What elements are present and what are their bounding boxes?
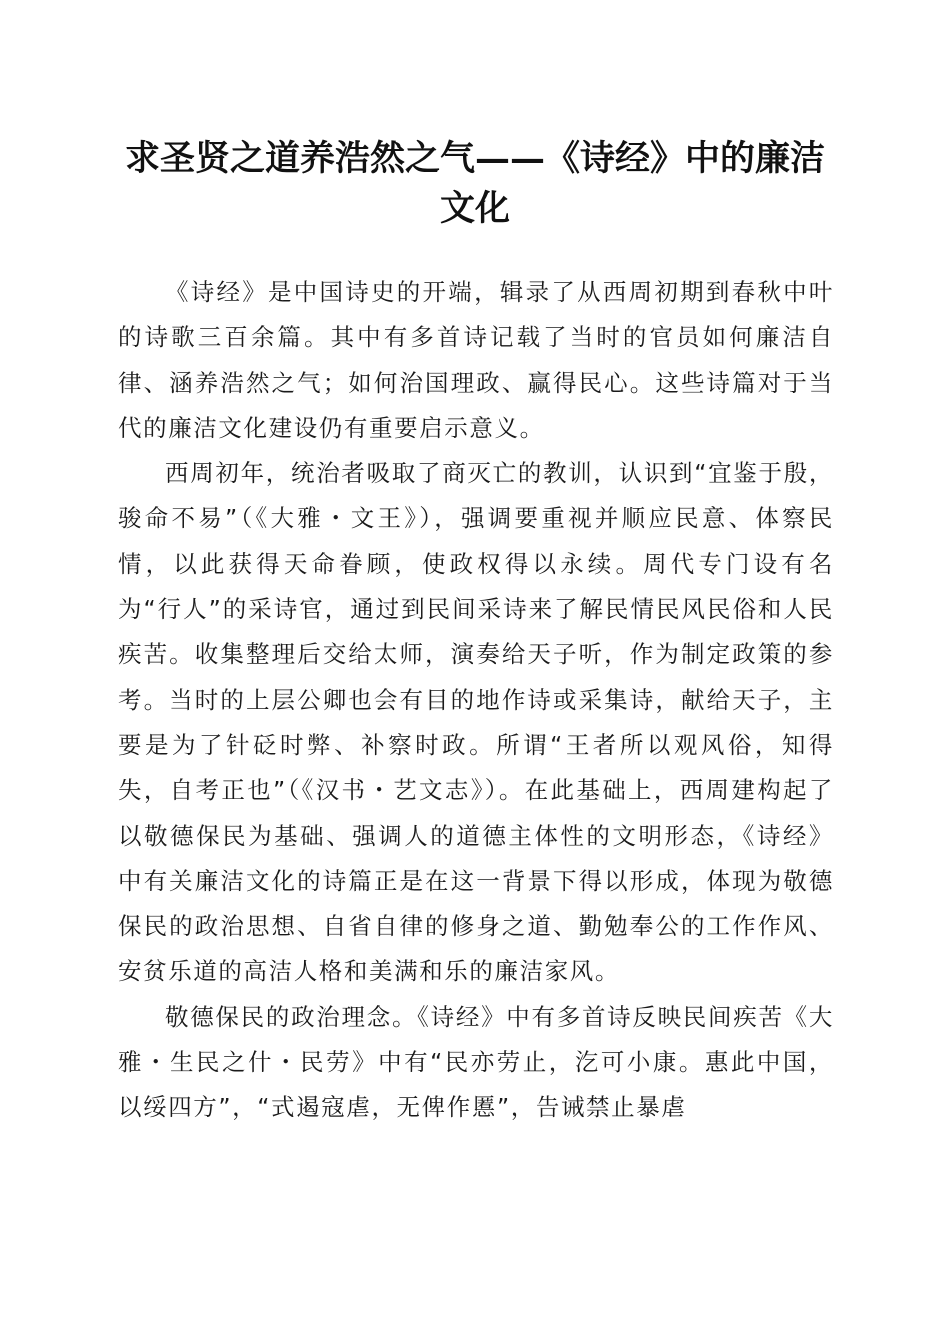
document-title: 求圣贤之道养浩然之气——《诗经》中的廉洁文化: [124, 138, 825, 229]
paragraph: 敬德保民的政治理念。《诗经》中有多首诗反映民间疾苦《大雅・生民之什・民劳》中有“民亦劳止，汔可小康。惠此中国，以绥四方”，“式遏寇虐，无俾作慝”，告诫禁止暴虐: [118, 1002, 834, 1122]
document-body: [118, 270, 834, 1131]
paragraph: 西周初年，统治者吸取了商灭亡的教训，认识到“宜鉴于殷，骏命不易”（《大雅・文王》），强调要重视并顺应民意、体察民情，以此获得天命眷顾，使政权得以永续。周代专门设有名为“行人”的采诗官，通过到民间采诗来了解民情民风民俗和人民疾苦。收集整理后交给太师，演奏给天子听，作为制定政策的参考。当时的上层公卿也会有目的地作诗或采集诗，献给天子，主要是为了针砭时弊、补察时政。所谓“王者所以观风俗，知得失，自考正也”（《汉书・艺文志》）。在此基础上，西周建构起了以敬德保民为基础、强调人的道德主体性的文明形态，《诗经》中有关廉洁文化的诗篇正是在这一背景下得以形成，体现为敬德保民的政治思想、自省自律的修身之道、勤勉奉公的工作作风、安贫乐道的高洁人格和美满和乐的廉洁家风。: [118, 459, 834, 986]
paragraph: 《诗经》是中国诗史的开端，辑录了从西周初期到春秋中叶的诗歌三百余篇。其中有多首诗记载了当时的官员如何廉洁自律、涵养浩然之气；如何治国理政、赢得民心。这些诗篇对于当代的廉洁文化建设仍有重要启示意义。: [118, 278, 834, 442]
